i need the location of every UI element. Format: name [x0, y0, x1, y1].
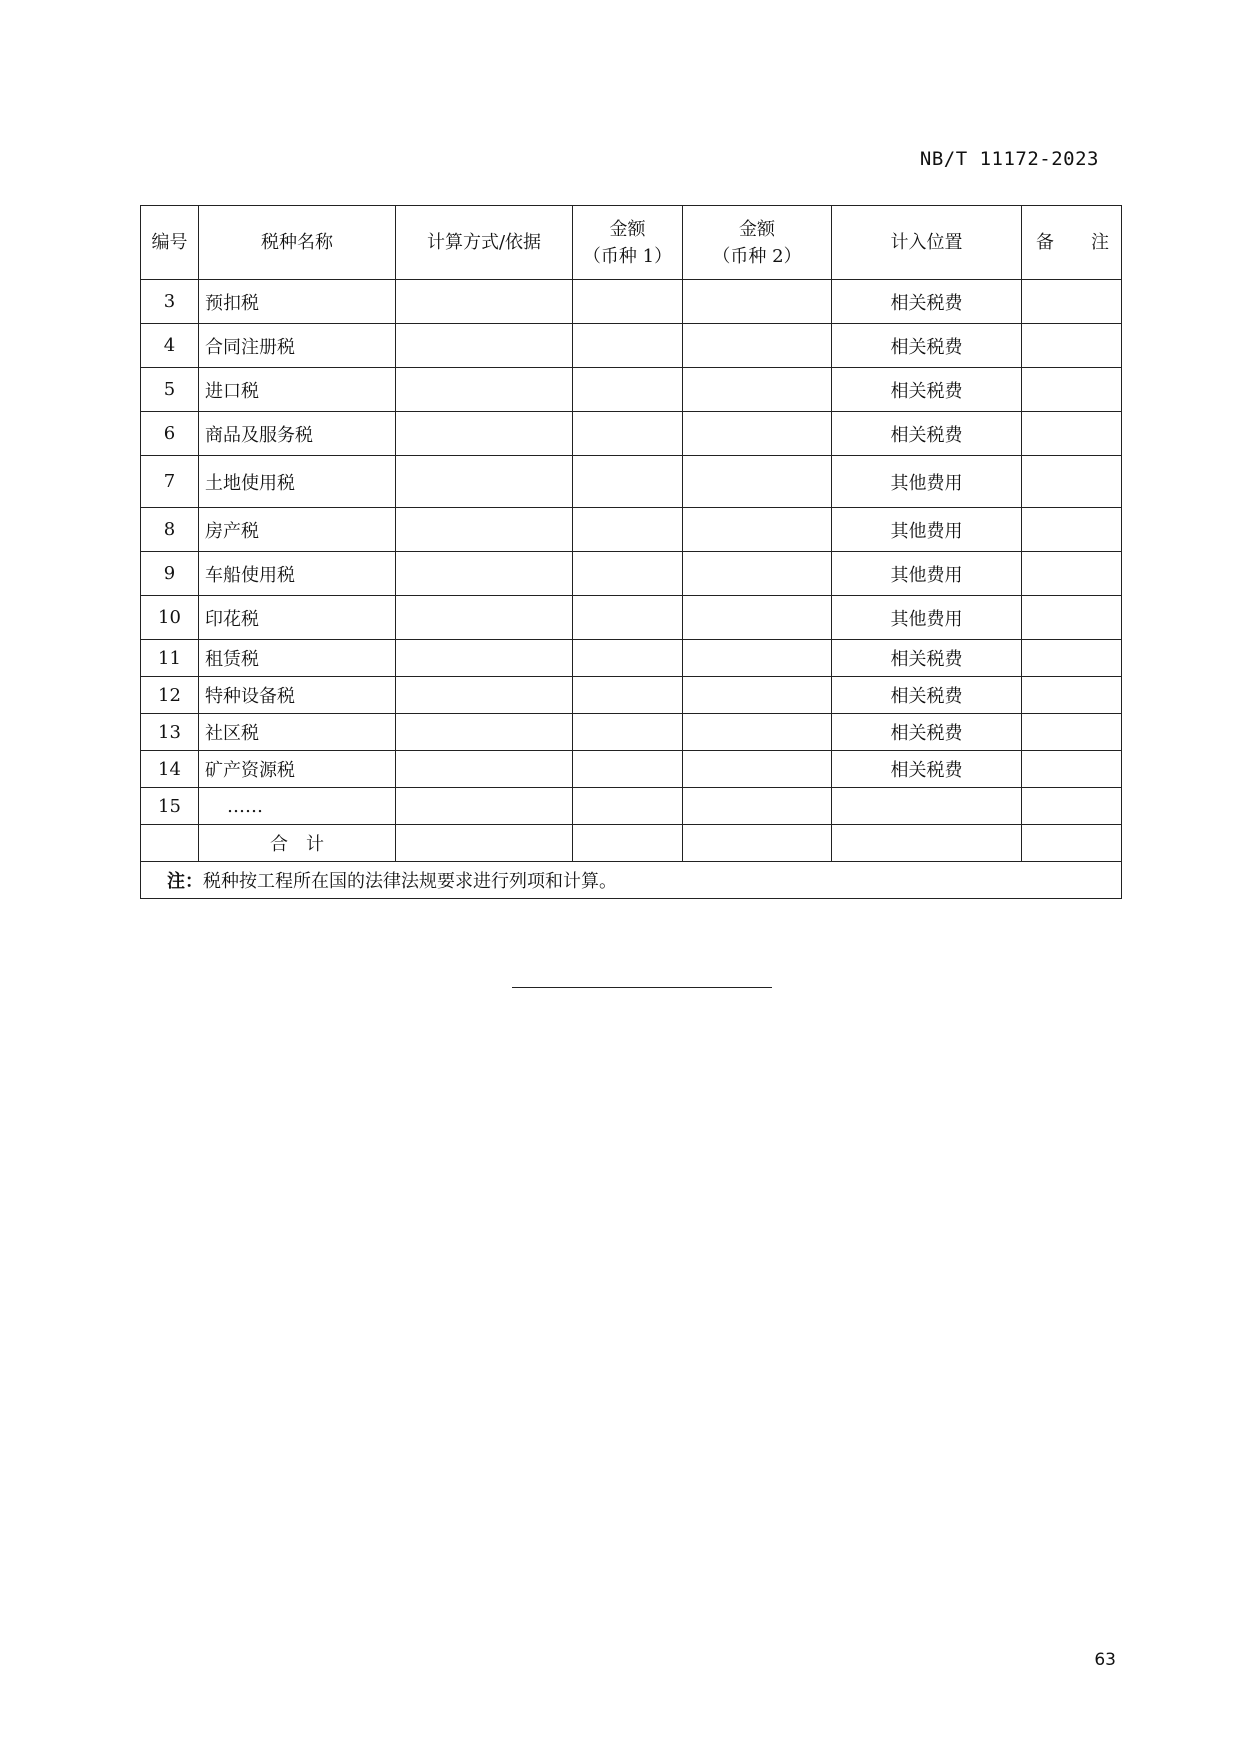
cell-remark	[1022, 714, 1122, 751]
cell-number: 9	[141, 552, 199, 596]
cell-amount-1	[573, 280, 683, 324]
cell-remark	[1022, 412, 1122, 456]
note-cell	[141, 862, 1122, 899]
cell-method	[396, 412, 573, 456]
cell-method	[396, 714, 573, 751]
cell-amount-2	[683, 788, 832, 825]
cell-remark	[1022, 552, 1122, 596]
cell-position: 相关税费	[832, 368, 1022, 412]
cell-position: 相关税费	[832, 677, 1022, 714]
cell-amount-1	[573, 412, 683, 456]
cell-tax-name: 车船使用税	[199, 552, 396, 596]
column-header-amount-2	[683, 206, 832, 280]
cell-position	[832, 788, 1022, 825]
cell-number: 5	[141, 368, 199, 412]
cell-method	[396, 825, 573, 862]
cell-number	[141, 825, 199, 862]
cell-amount-1	[573, 751, 683, 788]
cell-amount-2	[683, 324, 832, 368]
cell-method	[396, 508, 573, 552]
cell-tax-name: 社区税	[199, 714, 396, 751]
cell-amount-1	[573, 456, 683, 508]
table-row	[141, 788, 1122, 825]
cell-remark	[1022, 751, 1122, 788]
table-row	[141, 368, 1122, 412]
amount-1-label: 金额	[609, 218, 646, 240]
cell-tax-name: 进口税	[199, 368, 396, 412]
cell-position: 其他费用	[832, 456, 1022, 508]
cell-amount-2	[683, 552, 832, 596]
remark-char-1: 备	[1036, 232, 1054, 253]
note-text: 税种按工程所在国的法律法规要求进行列项和计算。	[203, 871, 617, 892]
cell-tax-name: 租赁税	[199, 640, 396, 677]
end-of-section-rule	[512, 987, 772, 988]
cell-position	[832, 825, 1022, 862]
cell-remark	[1022, 788, 1122, 825]
cell-position: 相关税费	[832, 751, 1022, 788]
column-header-number: 编号	[141, 206, 199, 280]
cell-amount-2	[683, 825, 832, 862]
column-header-method: 计算方式/依据	[396, 206, 573, 280]
cell-method	[396, 751, 573, 788]
cell-position: 其他费用	[832, 552, 1022, 596]
cell-amount-1	[573, 825, 683, 862]
cell-remark	[1022, 324, 1122, 368]
cell-position: 相关税费	[832, 280, 1022, 324]
cell-number: 13	[141, 714, 199, 751]
cell-amount-2	[683, 508, 832, 552]
cell-tax-name: 矿产资源税	[199, 751, 396, 788]
cell-number: 3	[141, 280, 199, 324]
table-row	[141, 456, 1122, 508]
cell-number: 15	[141, 788, 199, 825]
cell-amount-2	[683, 456, 832, 508]
amount-2-label: 金额	[739, 218, 775, 240]
cell-position: 其他费用	[832, 508, 1022, 552]
cell-amount-1	[573, 714, 683, 751]
total-row	[141, 825, 1122, 862]
cell-amount-1	[573, 677, 683, 714]
cell-amount-2	[683, 280, 832, 324]
cell-position: 相关税费	[832, 714, 1022, 751]
cell-remark	[1022, 596, 1122, 640]
cell-amount-1	[573, 324, 683, 368]
cell-remark	[1022, 508, 1122, 552]
cell-amount-1	[573, 368, 683, 412]
cell-amount-2	[683, 751, 832, 788]
cell-amount-2	[683, 368, 832, 412]
cell-method	[396, 280, 573, 324]
cell-method	[396, 552, 573, 596]
cell-tax-name: ……	[199, 788, 396, 825]
cell-position: 其他费用	[832, 596, 1022, 640]
cell-amount-2	[683, 412, 832, 456]
cell-position: 相关税费	[832, 640, 1022, 677]
remark-char-2: 注	[1091, 232, 1109, 253]
cell-amount-1	[573, 596, 683, 640]
cell-remark	[1022, 640, 1122, 677]
cell-number: 6	[141, 412, 199, 456]
cell-remark	[1022, 280, 1122, 324]
cell-tax-name: 特种设备税	[199, 677, 396, 714]
cell-amount-1	[573, 788, 683, 825]
note-label: 注：	[167, 871, 203, 892]
cell-number: 11	[141, 640, 199, 677]
cell-method	[396, 324, 573, 368]
table-row	[141, 552, 1122, 596]
cell-method	[396, 368, 573, 412]
cell-amount-2	[683, 714, 832, 751]
standard-code: NB/T 11172-2023	[919, 148, 1099, 170]
cell-position: 相关税费	[832, 324, 1022, 368]
table-row	[141, 677, 1122, 714]
total-label: 合 计	[199, 825, 396, 862]
cell-number: 10	[141, 596, 199, 640]
table-row	[141, 640, 1122, 677]
page-number: 63	[1094, 1650, 1116, 1670]
cell-tax-name: 土地使用税	[199, 456, 396, 508]
cell-remark	[1022, 825, 1122, 862]
cell-method	[396, 788, 573, 825]
cell-amount-1	[573, 640, 683, 677]
cell-amount-1	[573, 552, 683, 596]
table-header-row	[141, 206, 1122, 280]
cell-method	[396, 596, 573, 640]
amount-2-currency: （币种 2）	[712, 245, 802, 267]
cell-tax-name: 合同注册税	[199, 324, 396, 368]
cell-method	[396, 677, 573, 714]
cell-position: 相关税费	[832, 412, 1022, 456]
table-row	[141, 280, 1122, 324]
column-header-tax-name: 税种名称	[199, 206, 396, 280]
cell-remark	[1022, 456, 1122, 508]
cell-tax-name: 商品及服务税	[199, 412, 396, 456]
cell-amount-1	[573, 508, 683, 552]
cell-number: 8	[141, 508, 199, 552]
tax-table	[140, 205, 1122, 899]
cell-amount-2	[683, 596, 832, 640]
column-header-amount-1	[573, 206, 683, 280]
table-row	[141, 596, 1122, 640]
cell-number: 12	[141, 677, 199, 714]
cell-method	[396, 456, 573, 508]
cell-amount-2	[683, 677, 832, 714]
table-row	[141, 751, 1122, 788]
cell-number: 14	[141, 751, 199, 788]
cell-remark	[1022, 677, 1122, 714]
amount-1-currency: （币种 1）	[582, 245, 673, 267]
cell-tax-name: 房产税	[199, 508, 396, 552]
table-row	[141, 508, 1122, 552]
table-row	[141, 714, 1122, 751]
cell-amount-2	[683, 640, 832, 677]
cell-method	[396, 640, 573, 677]
column-header-remark	[1022, 206, 1122, 280]
note-row	[141, 862, 1122, 899]
cell-number: 7	[141, 456, 199, 508]
table-row	[141, 412, 1122, 456]
cell-tax-name: 印花税	[199, 596, 396, 640]
column-header-position: 计入位置	[832, 206, 1022, 280]
table-row	[141, 324, 1122, 368]
cell-tax-name: 预扣税	[199, 280, 396, 324]
cell-remark	[1022, 368, 1122, 412]
cell-number: 4	[141, 324, 199, 368]
